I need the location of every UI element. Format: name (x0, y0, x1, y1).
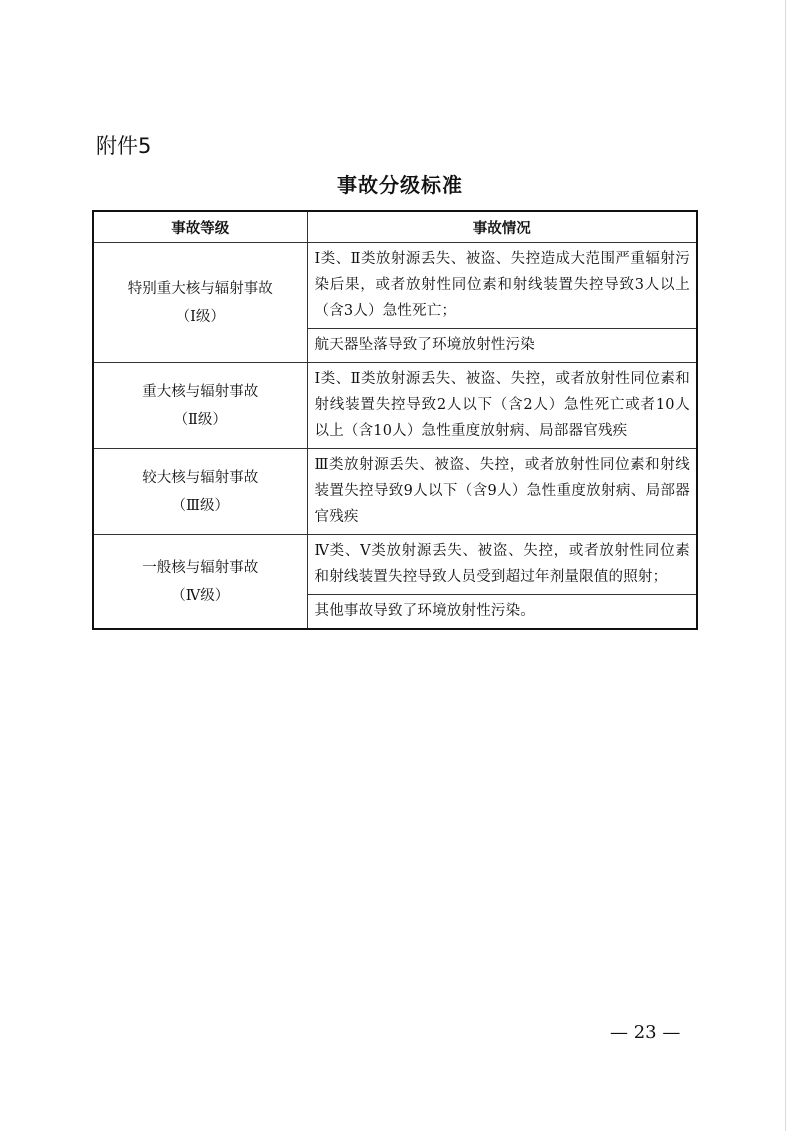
situation-cell: Ⅲ类放射源丢失、被盗、失控，或者放射性同位素和射线装置失控导致9人以下（含9人）急性重度放射病、局部器官残疾 (307, 449, 697, 535)
level-name: 较大核与辐射事故 (142, 469, 259, 486)
accident-grade-table (92, 210, 698, 630)
document-title: 事故分级标准 (337, 173, 463, 197)
situation-cell: I类、Ⅱ类放射源丢失、被盗、失控造成大范围严重辐射污染后果，或者放射性同位素和射线装置失控导致3人以上（含3人）急性死亡； (307, 243, 697, 329)
situation-cell: Ⅳ类、Ⅴ类放射源丢失、被盗、失控，或者放射性同位素和射线装置失控导致人员受到超过年剂量限值的照射； (307, 535, 697, 595)
level-cell-iii (93, 449, 307, 535)
header-accident-level: 事故等级 (93, 211, 307, 243)
level-code: （Ⅲ级） (171, 497, 229, 514)
table-row (93, 363, 697, 449)
table-row (93, 535, 697, 595)
level-name: 一般核与辐射事故 (142, 559, 259, 576)
situation-cell: I类、Ⅱ类放射源丢失、被盗、失控，或者放射性同位素和射线装置失控导致2人以下（含2人）急性死亡或者10人以上（含10人）急性重度放射病、局部器官残疾 (307, 363, 697, 449)
level-cell-ii (93, 363, 307, 449)
table-row (93, 449, 697, 535)
level-cell-i (93, 243, 307, 363)
level-name: 特别重大核与辐射事故 (127, 280, 273, 297)
situation-cell: 航天器坠落导致了环境放射性污染 (307, 329, 697, 363)
level-code: （I级） (175, 308, 225, 325)
table-header-row (93, 211, 697, 243)
page-number: — 23 — (610, 1022, 681, 1043)
table-row (93, 243, 697, 329)
header-accident-situation: 事故情况 (307, 211, 697, 243)
level-code: （Ⅳ级） (171, 587, 230, 604)
level-code: （Ⅱ级） (173, 411, 227, 428)
level-cell-iv (93, 535, 307, 630)
attachment-label: 附件5 (96, 134, 152, 158)
level-name: 重大核与辐射事故 (142, 383, 259, 400)
situation-cell: 其他事故导致了环境放射性污染。 (307, 595, 697, 630)
